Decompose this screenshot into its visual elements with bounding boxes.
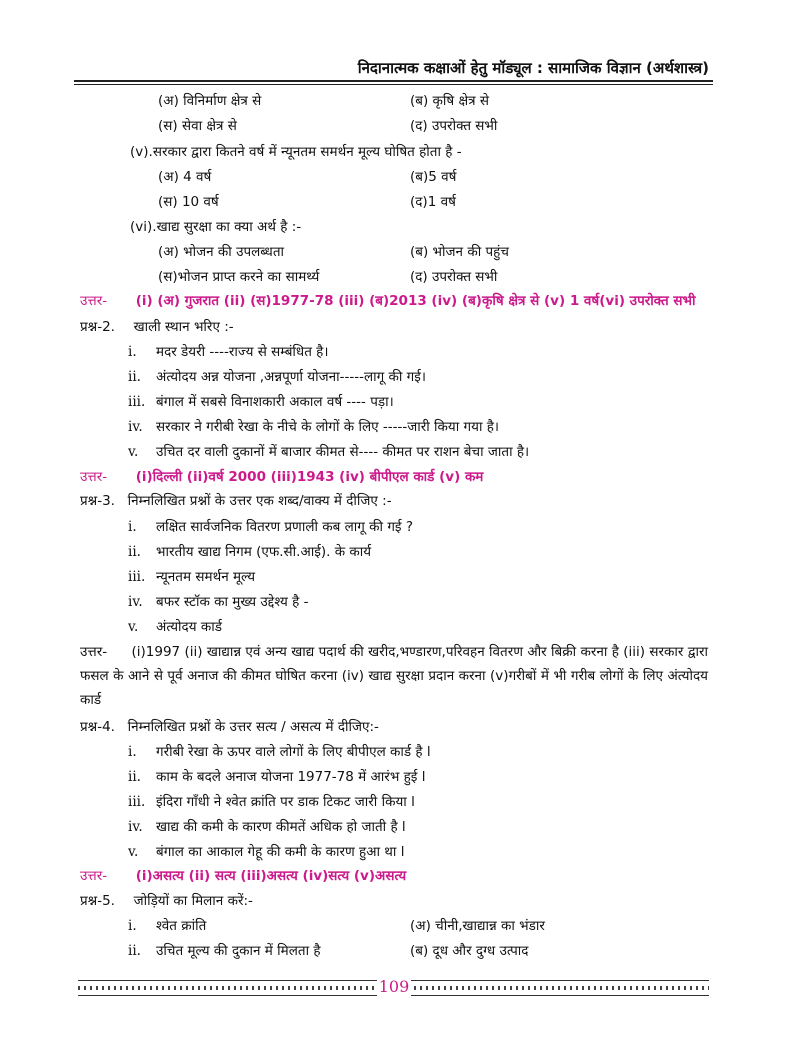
answer-4	[80, 867, 406, 885]
list-item: iv. बफर स्टॉक का मुख्य उद्देश्य है -	[128, 594, 309, 610]
list-item: i. मदर डेयरी ----राज्य से सम्बंधित है।	[128, 344, 329, 360]
list-item: iii. इंदिरा गाँधी ने श्वेत क्रांति पर डाक टिकट जारी किया l	[128, 794, 415, 810]
question-label: प्रश्न-3.	[80, 493, 115, 509]
list-item: i. लक्षित सार्वजनिक वितरण प्रणाली कब लागू की गई ?	[128, 519, 414, 535]
answer-label: उत्तर-	[80, 293, 108, 309]
option-a: (अ) 4 वर्ष	[158, 169, 212, 185]
question-label: प्रश्न-4.	[80, 719, 115, 735]
question-3-heading	[80, 492, 392, 510]
answer-text: (i) (अ) गुजरात (ii) (स)1977-78 (iii) (ब)2013 (iv) (ब)कृषि क्षेत्र से (v) 1 वर्ष(vi) उपरोक्त सभी	[135, 293, 696, 309]
option-c: (स)भोजन प्राप्त करने का सामर्थ्य	[158, 269, 320, 285]
answer-label: उत्तर-	[80, 868, 108, 884]
question-2-heading	[80, 318, 234, 336]
option-c: (स) सेवा क्षेत्र से	[158, 118, 237, 134]
answer-3	[80, 640, 708, 712]
list-item: v. उचित दर वाली दुकानों में बाजार कीमत से---- कीमत पर राशन बेचा जाता है।	[128, 444, 530, 460]
option-b: (ब) कृषि क्षेत्र से	[410, 93, 490, 109]
option-a: (अ) विनिर्माण क्षेत्र से	[158, 93, 262, 109]
question-title: निम्नलिखित प्रश्नों के उत्तर सत्य / असत्य में दीजिए:-	[127, 719, 379, 735]
match-row: i. श्वेत क्रांति	[128, 918, 207, 934]
match-option: (ब) दूध और दुग्ध उत्पाद	[410, 943, 529, 959]
answer-label: उत्तर-	[80, 469, 108, 485]
list-item: i. गरीबी रेखा के ऊपर वाले लोगों के लिए बीपीएल कार्ड है l	[128, 744, 431, 760]
list-item: v. अंत्योदय कार्ड	[128, 619, 222, 635]
page-number: 109	[377, 975, 411, 999]
list-item: ii. काम के बदले अनाज योजना 1977-78 में आरंभ हुई l	[128, 769, 426, 785]
option-c: (स) 10 वर्ष	[158, 194, 219, 210]
header-rule	[74, 80, 713, 82]
question-title: खाली स्थान भरिए :-	[133, 319, 234, 335]
answer-text: (i)असत्य (ii) सत्य (iii)असत्य (iv)सत्य (v)असत्य	[135, 868, 407, 884]
question-title: जोड़ियों का मिलान करें:-	[133, 893, 253, 909]
option-d: (द)1 वर्ष	[410, 194, 456, 210]
list-item: v. बंगाल का आकाल गेहू की कमी के कारण हुआ था l	[128, 844, 405, 860]
list-item: ii. भारतीय खाद्य निगम (एफ.सी.आई). के कार्य	[128, 544, 372, 560]
question-label: प्रश्न-5.	[80, 893, 115, 909]
list-item: ii. अंत्योदय अन्न योजना ,अन्नपूर्णा योजना-----लागू की गई।	[128, 369, 427, 385]
question-1-v: (v).सरकार द्वारा कितने वर्ष में न्यूनतम समर्थन मूल्य घोषित होता है -	[130, 144, 462, 160]
answer-label: उत्तर-	[80, 644, 108, 660]
list-item: iv. खाद्य की कमी के कारण कीमतें अधिक हो जाती है l	[128, 819, 406, 835]
answer-text: (i)दिल्ली (ii)वर्ष 2000 (iii)1943 (iv) बीपीएल कार्ड (v) कम	[135, 469, 484, 485]
answer-text: (i)1997 (ii) खाद्यान्न एवं अन्य खाद्य पदार्थ की खरीद,भण्डारण,परिवहन वितरण और बिक्री करना है (iii) सरकार द्वारा फसल के आने से पूर्व अनाज की कीमत घोषित करना (iv) खाद्य सुरक्षा प्रदान करना (v)गरीबों में भी गरीब लोगों के लिए अंत्योदय कार्ड	[80, 644, 708, 708]
question-label: प्रश्न-2.	[80, 319, 115, 335]
option-d: (द) उपरोक्त सभी	[410, 118, 498, 134]
header-rule-thin	[74, 84, 713, 85]
list-item: iv. सरकार ने गरीबी रेखा के नीचे के लोगों के लिए -----जारी किया गया है।	[128, 419, 500, 435]
list-item: iii. न्यूनतम समर्थन मूल्य	[128, 569, 256, 585]
question-1-vi: (vi).खाद्य सुरक्षा का क्या अर्थ है :-	[130, 219, 302, 235]
option-b: (ब)5 वर्ष	[410, 169, 457, 185]
match-row: ii. उचित मूल्य की दुकान में मिलता है	[128, 943, 321, 959]
option-d: (द) उपरोक्त सभी	[410, 269, 498, 285]
page-header-title: निदानात्मक कक्षाओं हेतु मॉड्यूल : सामाजिक विज्ञान (अर्थशास्त्र)	[357, 59, 709, 77]
option-b: (ब) भोजन की पहुंच	[410, 244, 509, 260]
question-5-heading	[80, 892, 253, 910]
match-option: (अ) चीनी,खाद्यान्न का भंडार	[410, 918, 545, 934]
list-item: iii. बंगाल में सबसे विनाशकारी अकाल वर्ष ---- पड़ा।	[128, 394, 394, 410]
answer-1	[80, 292, 696, 310]
question-title: निम्नलिखित प्रश्नों के उत्तर एक शब्द/वाक्य में दीजिए :-	[127, 493, 392, 509]
question-4-heading	[80, 718, 379, 736]
option-a: (अ) भोजन की उपलब्धता	[158, 244, 285, 260]
answer-2	[80, 468, 483, 486]
